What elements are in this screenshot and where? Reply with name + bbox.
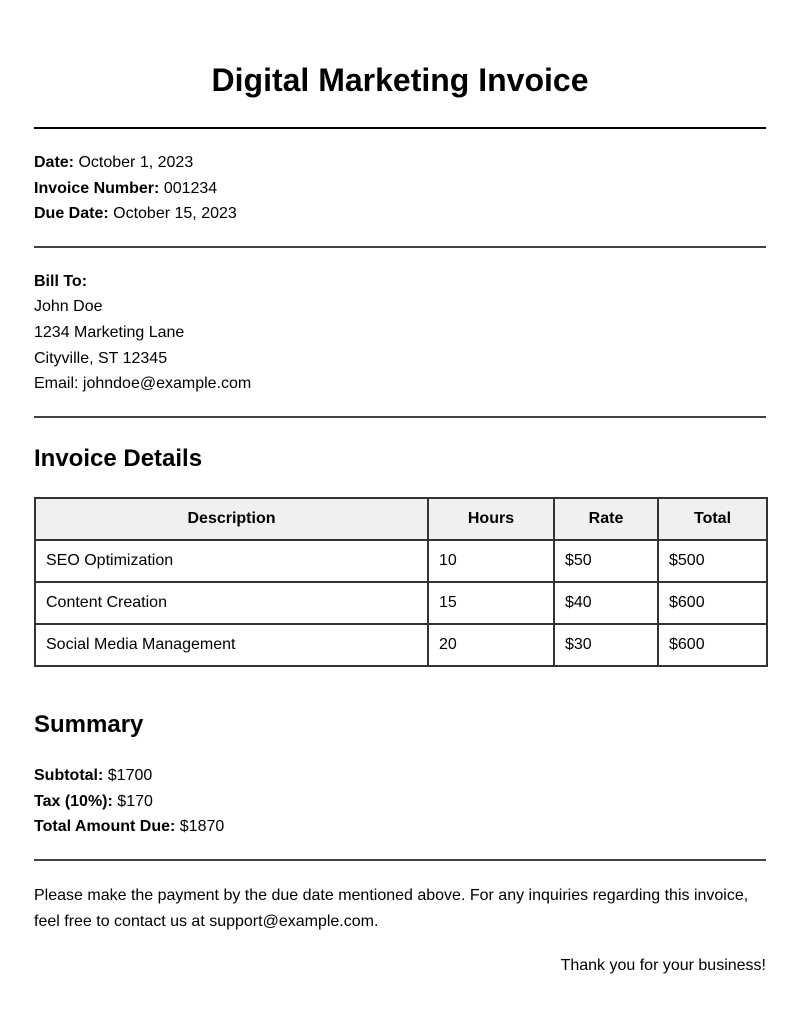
cell-total: $600 xyxy=(658,624,767,666)
column-header-hours: Hours xyxy=(428,498,554,540)
divider xyxy=(34,246,766,248)
thank-you-note: Thank you for your business! xyxy=(560,957,766,974)
summary-tax xyxy=(34,792,153,812)
cell-description: SEO Optimization xyxy=(35,540,428,582)
tax-label: Tax (10%): xyxy=(34,793,113,810)
cell-total: $600 xyxy=(658,582,767,624)
invoice-number xyxy=(34,179,217,199)
payment-note: Please make the payment by the due date mentioned above. For any inquiries regarding this invoice, feel free to contact us at support@example.com. xyxy=(34,887,749,930)
cell-rate: $40 xyxy=(554,582,658,624)
total-due-label: Total Amount Due: xyxy=(34,818,176,835)
bill-to-email: Email: johndoe@example.com xyxy=(34,375,252,392)
column-header-description: Description xyxy=(35,498,428,540)
cell-rate: $30 xyxy=(554,624,658,666)
invoice-details-heading: Invoice Details xyxy=(34,445,203,472)
date-value: October 1, 2023 xyxy=(78,154,194,171)
bill-to-name: John Doe xyxy=(34,298,103,315)
cell-hours: 15 xyxy=(428,582,554,624)
invoice-date xyxy=(34,153,193,173)
subtotal-label: Subtotal: xyxy=(34,767,104,784)
table-row xyxy=(35,582,767,624)
due-date-value: October 15, 2023 xyxy=(113,205,237,222)
tax-value: $170 xyxy=(117,793,153,810)
invoice-due-date xyxy=(34,204,237,224)
invoice-number-label: Invoice Number: xyxy=(34,180,160,197)
bill-to-street: 1234 Marketing Lane xyxy=(34,324,185,341)
divider xyxy=(34,416,766,418)
cell-rate: $50 xyxy=(554,540,658,582)
table-row xyxy=(35,540,767,582)
divider xyxy=(34,127,766,129)
subtotal-value: $1700 xyxy=(107,767,153,784)
summary-heading: Summary xyxy=(34,711,144,738)
cell-description: Content Creation xyxy=(35,582,428,624)
invoice-number-value: 001234 xyxy=(163,180,218,197)
total-due-value: $1870 xyxy=(179,818,225,835)
invoice-items-table xyxy=(34,497,768,667)
date-label: Date: xyxy=(34,154,75,171)
cell-hours: 20 xyxy=(428,624,554,666)
summary-total-due xyxy=(34,817,224,837)
bill-to-city: Cityville, ST 12345 xyxy=(34,350,168,367)
cell-hours: 10 xyxy=(428,540,554,582)
table-row xyxy=(35,624,767,666)
summary-subtotal xyxy=(34,766,152,786)
divider xyxy=(34,859,766,861)
cell-description: Social Media Management xyxy=(35,624,428,666)
column-header-rate: Rate xyxy=(554,498,658,540)
column-header-total: Total xyxy=(658,498,767,540)
table-header-row xyxy=(35,498,767,540)
bill-to-label: Bill To: xyxy=(34,273,88,290)
due-date-label: Due Date: xyxy=(34,205,109,222)
cell-total: $500 xyxy=(658,540,767,582)
invoice-title: Digital Marketing Invoice xyxy=(211,62,589,98)
